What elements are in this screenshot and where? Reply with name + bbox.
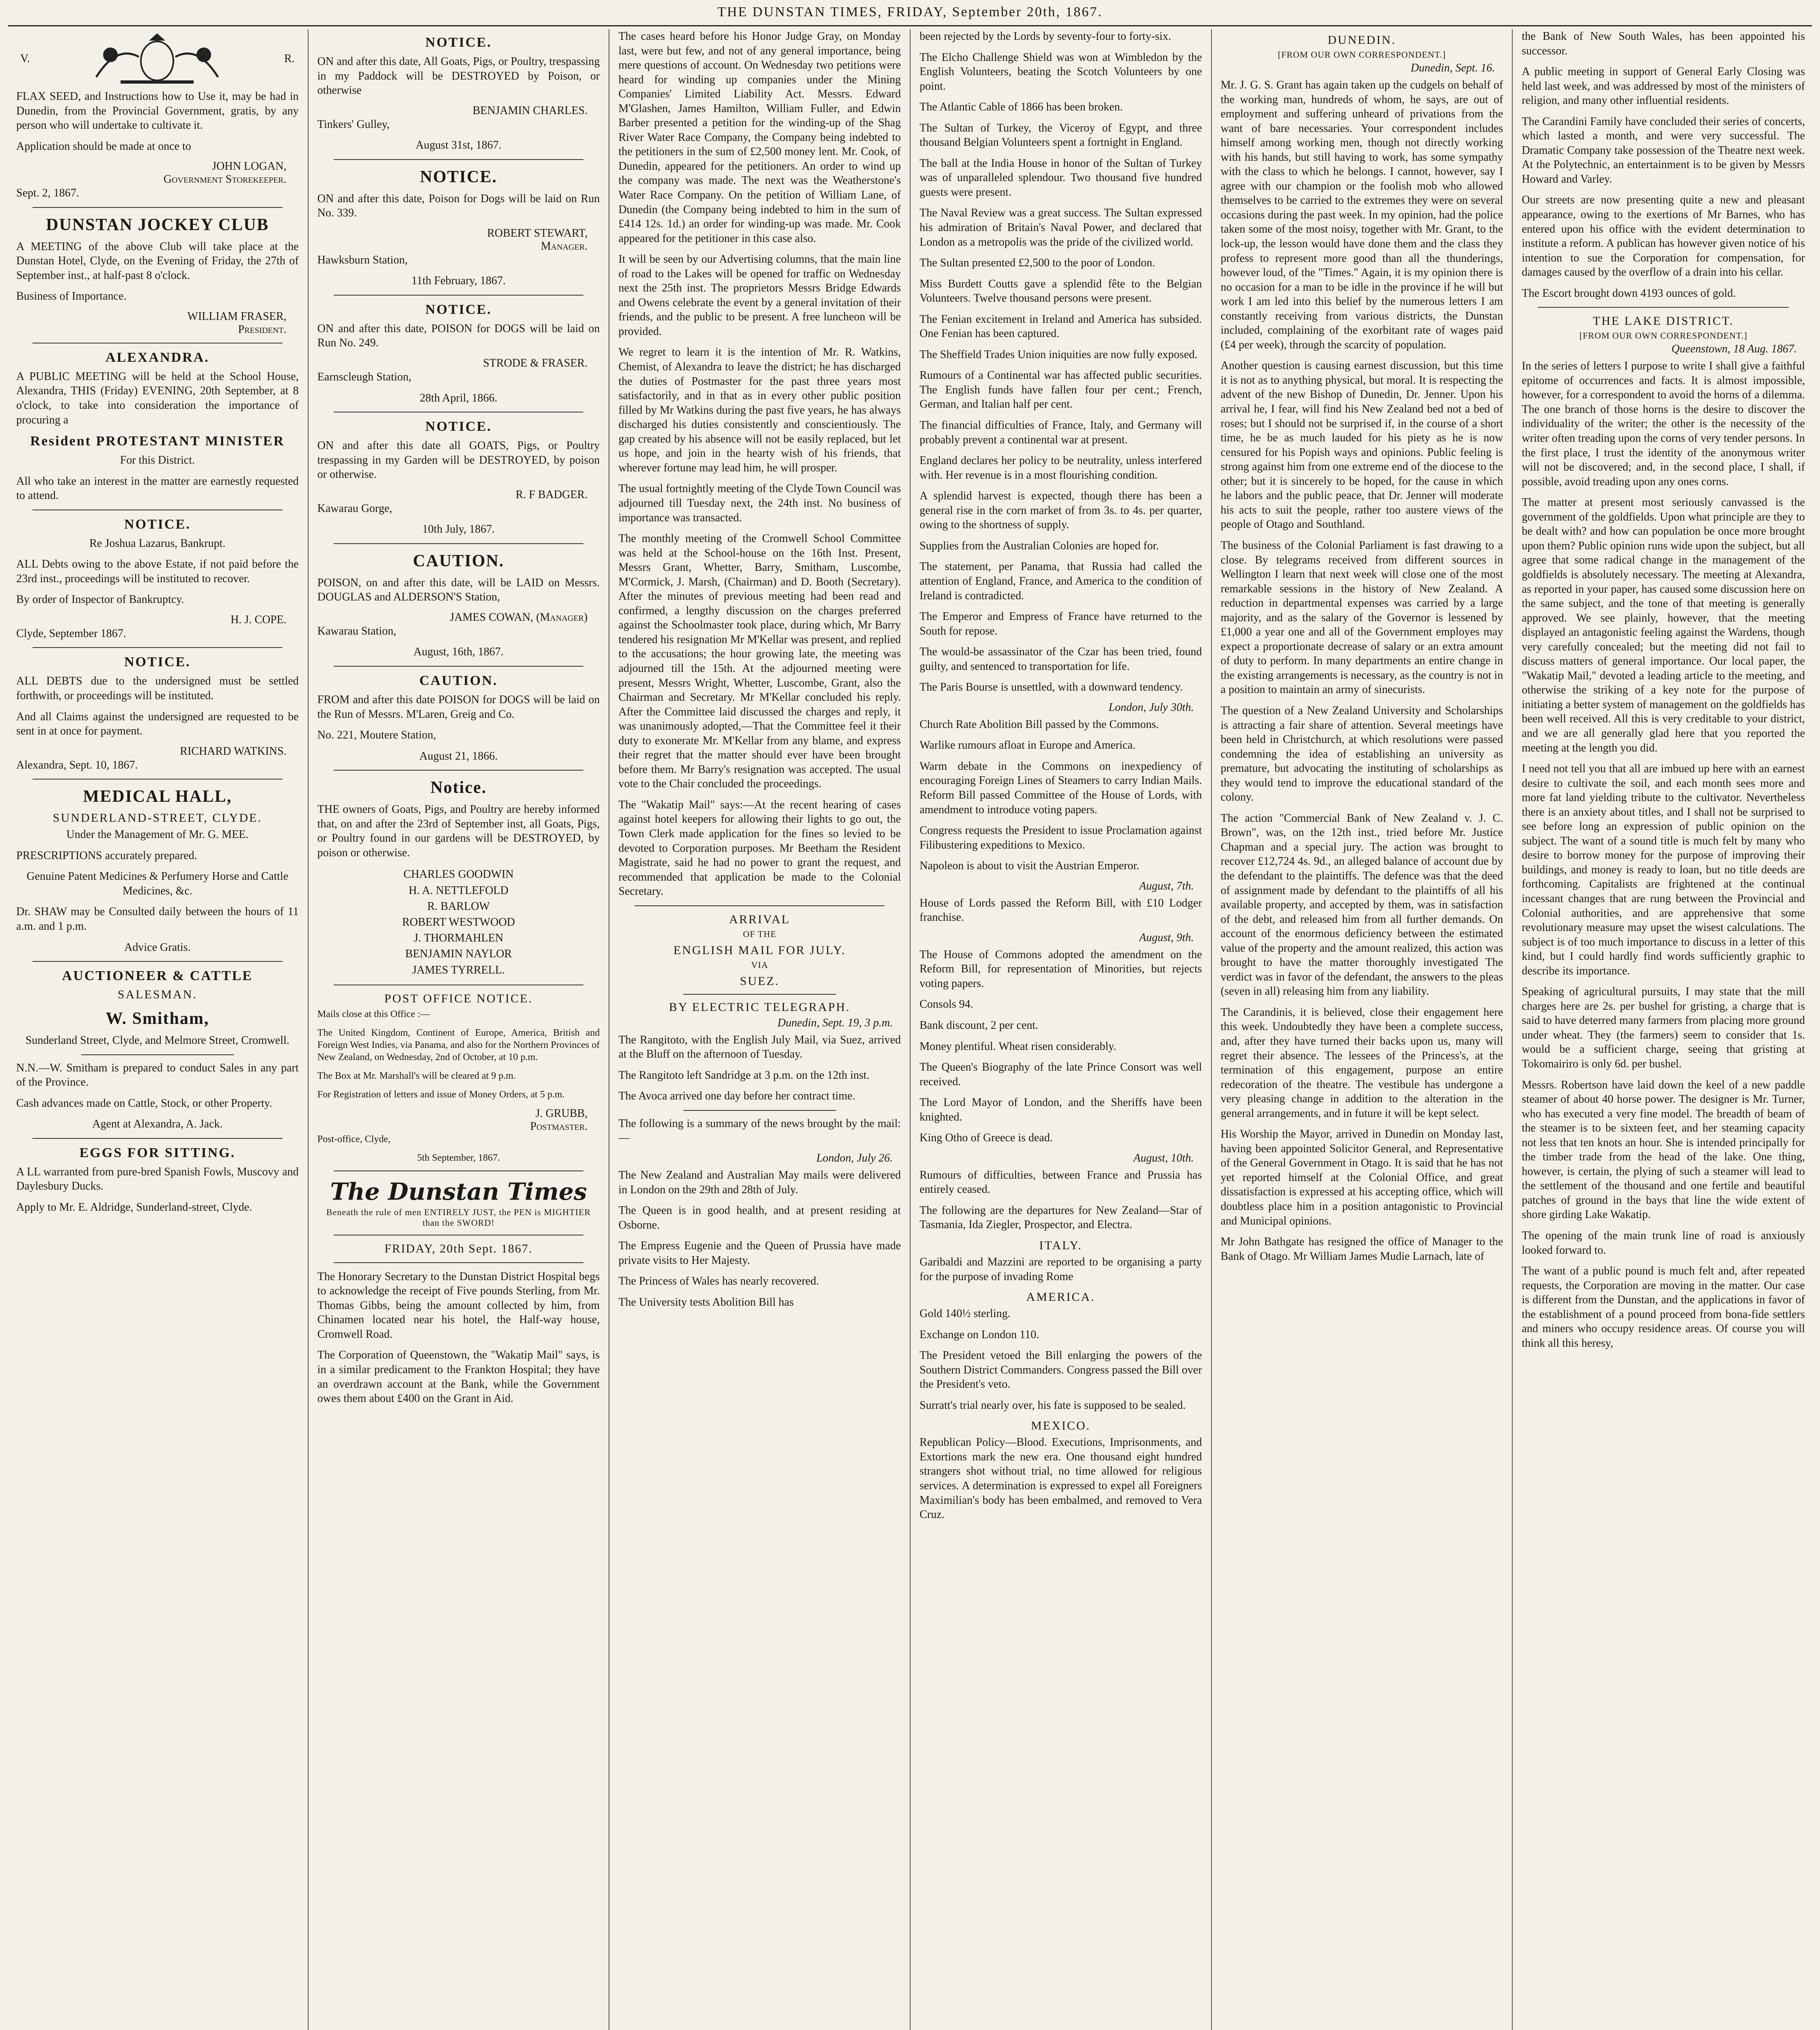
suez-heading: SUEZ. — [740, 974, 779, 988]
dateline: Dunedin, Sept. 19, 3 p.m. — [777, 1016, 893, 1029]
coat-of-arms-icon — [72, 32, 242, 85]
news-paragraph: The President vetoed the Bill enlarging the powers of the Southern District Commanders. Congress passed the Bill over the President's veto. — [920, 1349, 1202, 1391]
divider — [32, 779, 283, 780]
divider — [32, 207, 283, 208]
place-line: Hawksburn Station, — [317, 253, 408, 266]
notice-date: 28th April, 1866. — [419, 391, 498, 404]
news-paragraph: Miss Burdett Coutts gave a splendid fête to the Belgian Volunteers. Twelve thousand persons were present. — [920, 277, 1202, 305]
news-paragraph: I need not tell you that all are imbued up here with an earnest desire to cultivate the soil, and each month sees more and more fat land yielding tribute to the cultivator. Nevertheless there is an anxiety about titles, and I shall not be surprised to see before long an expression of public opinion on the subject. The want of a sound title is much felt by many who desire to borrow money for the purpose of improving their buildings, and money is ready to loan, but no title deeds are forthcoming. Capitalists are frightened at the continual incessant changes that are rung between the Provincial and Colonial authorities, and are apprehensive that some revolutionary measure may upset the wisest calculations. The subject is of too much importance to discuss in a letter of this kind, but I could hardly find words sufficiently graphic to describe its importance. — [1522, 762, 1805, 977]
order-line: By order of Inspector of Bankruptcy. — [16, 593, 184, 606]
application-note: Application should be made at once to — [16, 140, 191, 153]
issue-date: FRIDAY, 20th Sept. 1867. — [384, 1242, 533, 1255]
via-line: VIA — [751, 959, 769, 970]
correspondent-line: [FROM OUR OWN CORRESPONDENT.] — [1278, 50, 1446, 60]
salesman-heading: SALESMAN. — [117, 988, 197, 1002]
poison-notice: FROM and after this date POISON for DOGS will be laid on the Run of Messrs. M'Laren, Greig and Co. — [317, 693, 600, 721]
divider — [683, 994, 836, 995]
news-paragraph: The Sultan of Turkey, the Viceroy of Egypt, and three thousand Belgian Volunteers spent a fortnight in England. — [920, 121, 1202, 149]
alexandra-heading: ALEXANDRA. — [105, 350, 209, 365]
news-paragraph: The Naval Review was a great success. The Sultan expressed his admiration of Britain's Naval Power, and declared that London as a metropolis was the pride of the civilized world. — [920, 207, 1202, 248]
news-paragraph: The Carandinis, it is believed, close their engagement here this week. Undoubtedly they have been a complete success, and, after they have turned their backs upon us, many will regret their absence. The lessees of the Princess's, at the termination of this engagement, purpose an entire redecoration of the theatre. The vestibule has undergone a very pleasing change in addition to the alteration in the general arrangements, and in future it will be kept select. — [1220, 1006, 1503, 1120]
signature-title: Manager. — [541, 240, 588, 253]
news-paragraph: We regret to learn it is the intention of Mr. R. Watkins, Chemist, of Alexandra to leave the district; he has discharged the duties of Postmaster for the past three years most satisfactorily, and in that as in every other public position filled by Mr Watkins during the past five years, he has always discharged his duties consistently and conscientiously. The gap created by his absence will not be easily replaced, but let us hope, and join in the hearty wish of his friends, that wherever fortune may lead him, he will prosper. — [618, 346, 901, 474]
minister-heading: Resident PROTESTANT MINISTER — [30, 434, 285, 449]
news-paragraph: Church Rate Abolition Bill passed by the Commons. — [920, 718, 1159, 731]
divider — [334, 770, 584, 771]
news-paragraph: The Queen is in good health, and at present residing at Osborne. — [618, 1204, 901, 1231]
dateline: August, 7th. — [1139, 879, 1194, 892]
eggs-heading: EGGS FOR SITTING. — [79, 1145, 236, 1160]
signature-title: Government Storekeeper. — [163, 173, 287, 186]
signature-logan: JOHN LOGAN, — [212, 160, 287, 173]
divider — [1538, 307, 1789, 308]
news-paragraph: Rumours of difficulties, between France and Prussia has entirely ceased. — [920, 1168, 1202, 1196]
signature-charles: BENJAMIN CHARLES. — [473, 104, 588, 117]
america-heading: AMERICA. — [1026, 1290, 1095, 1304]
notice-heading: NOTICE. — [124, 654, 191, 670]
news-paragraph: The Princess of Wales has nearly recovered. — [618, 1275, 819, 1288]
signatories-list — [317, 866, 600, 978]
poison-notice: POISON, on and after this date, will be LAID on Messrs. DOUGLAS and ALDERSON'S Station, — [317, 576, 600, 604]
prescriptions-line: PRESCRIPTIONS accurately prepared. — [16, 849, 197, 862]
italy-heading: ITALY. — [1039, 1239, 1082, 1252]
signature-badger: R. F BADGER. — [515, 488, 588, 501]
place-line: Tinkers' Gulley, — [317, 118, 390, 131]
attend-request: All who take an interest in the matter are earnestly requested to attend. — [16, 475, 299, 502]
signature-title: Postmaster. — [530, 1120, 588, 1133]
news-paragraph: The would-be assassinator of the Czar has been tried, found guilty, and sentenced to transportation for life. — [920, 646, 1202, 673]
news-paragraph: The Emperor and Empress of France have returned to the South for repose. — [920, 610, 1202, 637]
debts-notice: ALL Debts owing to the above Estate, if not paid before the 23rd inst., proceedings will be instituted to recover. — [16, 558, 299, 585]
poison-dogs-notice: ON and after this date, Poison for Dogs will be laid on Run No. 339. — [317, 192, 600, 220]
notice-date: 10th July, 1867. — [422, 523, 495, 536]
news-paragraph: Napoleon is about to visit the Austrian Emperor. — [920, 860, 1140, 872]
cash-advances-line: Cash advances made on Cattle, Stock, or other Property. — [16, 1097, 272, 1110]
news-paragraph: Exchange on London 110. — [920, 1328, 1039, 1341]
column-1 — [7, 29, 309, 2030]
dateline: London, July 26. — [816, 1152, 893, 1164]
lake-district-heading: THE LAKE DISTRICT. — [1593, 314, 1734, 328]
signature-fraser: WILLIAM FRASER, — [187, 310, 287, 323]
notice-date: Sept. 2, 1867. — [16, 187, 79, 200]
notice-heading: Notice. — [430, 778, 487, 797]
news-paragraph: The Empress Eugenie and the Queen of Prussia have made private visits to Her Majesty. — [618, 1240, 901, 1267]
signature-strode: STRODE & FRASER. — [483, 357, 588, 370]
notice-date: August 31st, 1867. — [415, 139, 502, 152]
place-line: Earnscleugh Station, — [317, 371, 412, 384]
news-paragraph: Speaking of agricultural pursuits, I may state that the mill charges here are 2s. per bushel for gristing, a charge that is said to have deterred many farmers from placing more ground under wheat. They (the farmers) seem to consider that 1s. would be a sufficient charge, seeing that gristing at Tokomairiro is only 6d. per bushel. — [1522, 985, 1805, 1070]
business-note: Business of Importance. — [16, 290, 127, 303]
news-paragraph: Supplies from the Australian Colonies are hoped for. — [920, 539, 1159, 552]
divider — [32, 1138, 283, 1139]
notice-heading: NOTICE. — [425, 302, 492, 317]
news-paragraph: The business of the Colonial Parliament is fast drawing to a close. By telegrams received from different sources in Wellington I learn that next week will close one of the most remarkable sessions in the history of New Zealand. A reduction in departmental expenses was carried by a large majority, and as the salary of the Governor is lessened by £1,000 a year one and all of the Government employes may expect a proportionate decrease of salary or an extra amount of duty to perform. In many departments an entire change in the existing arrangements is necessary, as the country is not in a position to maintain an army of sinecurists. — [1220, 539, 1503, 696]
news-paragraph: Warm debate in the Commons on inexpediency of encouraging Foreign Lines of Steamers to carry Indian Mails. Reform Bill passed Committee of the House of Lords, with amendment to introduce voting papers. — [920, 760, 1202, 816]
place-line: No. 221, Moutere Station, — [317, 729, 436, 742]
divider — [32, 647, 283, 648]
news-paragraph: His Worship the Mayor, arrived in Dunedin on Monday last, having been appointed Solicitor General, and Representative of the General Government in Otago. It is said that he has not yet reported himself at the Colonial Office, and great dissatisfaction is expressed at his accepting office, which will doubtless place him in a position antagonistic to Provincial and Municipal opinions. — [1220, 1128, 1503, 1227]
news-paragraph: It will be seen by our Advertising columns, that the main line of road to the Lakes will be opened for traffic on Wednesday next the 25th inst. The proprietors Messrs Bridge Edwards and Owens celebrate the event by a general invitation of their friends, and the public to be present. A free luncheon will be provided. — [618, 253, 901, 338]
news-paragraph: Bank discount, 2 per cent. — [920, 1019, 1038, 1032]
signatory-name: ROBERT WESTWOOD — [402, 916, 515, 929]
claims-notice: And all Claims against the undersigned are requested to be sent in at once for payment. — [16, 710, 299, 738]
divider — [334, 295, 584, 296]
management-line: Under the Management of Mr. G. MEE. — [66, 828, 249, 841]
news-paragraph: House of Lords passed the Reform Bill, with £10 Lodger franchise. — [920, 896, 1202, 924]
news-paragraph: Money plentiful. Wheat risen considerably. — [920, 1040, 1116, 1053]
signatory-name: H. A. NETTLEFOLD — [408, 884, 509, 897]
medicines-line: Genuine Patent Medicines & Perfumery Horse and Cattle Medicines, &c. — [26, 870, 289, 897]
column-4 — [911, 29, 1212, 2030]
news-paragraph: Surratt's trial nearly over, his fate is supposed to be sealed. — [920, 1399, 1186, 1412]
divider — [334, 159, 584, 160]
dateline: Queenstown, 18 Aug. 1867. — [1671, 343, 1797, 356]
divider — [334, 666, 584, 667]
smitham-heading: W. Smitham, — [106, 1009, 209, 1028]
signature-title: President. — [238, 323, 287, 336]
advice-line: Advice Gratis. — [124, 941, 191, 954]
telegraph-heading: BY ELECTRIC TELEGRAPH. — [669, 1000, 851, 1014]
notice-heading: NOTICE. — [420, 167, 497, 186]
news-paragraph: The want of a public pound is much felt and, after repeated requests, the Corporation are moving in the matter. Our case is different from the Dunstan, and the applications in favor of the establishment of a pound proceed from bona-fide settlers and miners who occupy residence areas. Of course you will think all this heresy, — [1522, 1265, 1805, 1350]
column-3 — [609, 29, 911, 2030]
mails-detail: The United Kingdom, Continent of Europe, America, British and Foreign West Indies, via Panama, and also for the Northern Provinces of New Zealand, on Wednesday, 2nd of October, at 10 p.m. — [317, 1027, 600, 1063]
news-paragraph: The Lord Mayor of London, and the Sheriffs have been knighted. — [920, 1096, 1202, 1123]
caution-heading: CAUTION. — [413, 551, 504, 570]
newspaper-motto: Beneath the rule of men ENTIRELY JUST, the PEN is MIGHTIER than the SWORD! — [326, 1207, 591, 1228]
news-paragraph: A public meeting in support of General Early Closing was held last week, and was addressed by most of the ministers of religion, and many other influential residents. — [1522, 65, 1805, 107]
public-meeting-notice: A PUBLIC MEETING will be held at the School House, Alexandra, THIS (Friday) EVENING, 20th September, at 8 o'clock, to take into consideration the importance of procuring a — [16, 370, 299, 426]
box-cleared-line: The Box at Mr. Marshall's will be cleared at 9 p.m. — [317, 1070, 516, 1081]
divider — [81, 1054, 234, 1055]
signature-watkins: RICHARD WATKINS. — [180, 745, 287, 758]
news-paragraph: The Paris Bourse is unsettled, with a downward tendency. — [920, 681, 1183, 694]
divider — [334, 543, 584, 544]
news-paragraph: Congress requests the President to issue Proclamation against Filibustering expeditions to Mexico. — [920, 824, 1202, 851]
auctioneer-heading: AUCTIONEER & CATTLE — [62, 968, 253, 984]
signature-grubb: J. GRUBB, — [535, 1107, 588, 1120]
notice-date: August 21, 1866. — [419, 749, 498, 762]
news-paragraph: The Queen's Biography of the late Prince Consort was well received. — [920, 1061, 1202, 1088]
registration-line: For Registration of letters and issue of Money Orders, at 5 p.m. — [317, 1089, 565, 1100]
news-paragraph: Rumours of a Continental war has affected public securities. The English funds have fallen four per cent.; French, German, and Italian half per cent. — [920, 369, 1202, 411]
news-paragraph: The Rangitoto left Sandridge at 3 p.m. on the 12th inst. — [618, 1069, 870, 1082]
corporation-paragraph: The Corporation of Queenstown, the "Wakatip Mail" says, is in a similar predicament to the Frankton Hospital; they have an overdrawn account at the Bank, while the Government owes them about £400 on the Grant in Aid. — [317, 1349, 600, 1405]
signatory-name: JAMES TYRRELL. — [412, 963, 505, 976]
news-paragraph: The following is a summary of the news brought by the mail:— — [618, 1117, 901, 1145]
top-rule — [8, 25, 1812, 26]
news-paragraph: The Sheffield Trades Union iniquities are now fully exposed. — [920, 348, 1198, 361]
news-paragraph: The Escort brought down 4193 ounces of gold. — [1522, 287, 1736, 300]
medical-hall-heading: MEDICAL HALL, — [83, 787, 232, 806]
news-paragraph: The Fenian excitement in Ireland and America has subsided. One Fenian has been captured. — [920, 313, 1202, 340]
arms-letter-left: V. — [20, 52, 30, 65]
notice-heading: NOTICE. — [124, 516, 191, 532]
news-paragraph: The following are the departures for New Zealand—Star of Tasmania, Ida Ziegler, Prospector, and Electra. — [920, 1204, 1202, 1231]
news-paragraph: The matter at present most seriously canvassed is the government of the goldfields. Upon what principle are they to be dealt with? and how can population be once more brought upon them? Public opinion runs wide upon the subject, but all agree that some radical change in the management of the goldfields is absolutely necessary. The meeting at Alexandra, as reported in your paper, has caused some discussion here on the same subject, and the tone of that meeting is generally approved. We see plainly, however, that the meeting displayed an antagonistic feeling against the Wardens, though very carefully concealed; but the meeting did not fail to discuss matters of general importance. Our local paper, the "Wakatip Mail," devoted a leading article to the meeting, and otherwise the striking of a key note for the purpose of initiating a better system of management on the goldfields has been well received. All this is very creditable to your district, and we are all generally glad here that you reported the meeting at the length you did. — [1522, 496, 1805, 754]
consultation-line: Dr. SHAW may be Consulted daily between the hours of 11 a.m. and 1 p.m. — [16, 905, 299, 933]
news-paragraph: Gold 140½ sterling. — [920, 1307, 1010, 1320]
arrival-heading: ARRIVAL — [729, 912, 790, 926]
news-paragraph: The question of a New Zealand University and Scholarships is attracting a fair share of attention. Several meetings have been held in Christchurch, at which resolutions were passed condemning the idea of establishing an university as premature, but advocating the instituting of scholarships as they would tend to improve the educational standard of the colony. — [1220, 704, 1503, 804]
signatory-name: CHARLES GOODWIN — [403, 868, 514, 881]
goats-notice: ON and after this date, All Goats, Pigs, or Poultry, trespassing in my Paddock will be DESTROYED by Poison, or otherwise — [317, 55, 600, 97]
news-paragraph: Another question is causing earnest discussion, but this time it is not as to anything physical, but moral. It is respecting the advent of the new Bishop of Dunedin, Dr. Jenner. Upon his arrival he, I fear, will find his New Zealand bed not a bed of roses; but I should not be surprised if, in the course of a short time, he be as much lauded for his piety as he is now censured for his Popish ways and opinions. Public feeling is strong against him from one extreme end of the diocese to the other; but it is sincerely to be hoped, for the cause in which he labors and the public peace, that Dr. Jenner will moderate his acts to suit the people, rather too austere views of the people of Otago and Southland. — [1220, 359, 1503, 531]
arrival-heading-of: OF THE — [743, 929, 777, 939]
news-paragraph: The "Wakatip Mail" says:—At the recent hearing of cases against hotel keepers for allowing their lights to go out, the Town Clerk made application for the fines so levied to be devoted to Corporation purposes. Mr Beetham the Resident Magistrate, said he had no power to grant the request, and recommended that application be made to the Colonial Secretary. — [618, 798, 901, 898]
news-paragraph: King Otho of Greece is dead. — [920, 1132, 1053, 1145]
news-paragraph: Consols 94. — [920, 998, 974, 1011]
news-paragraph: The Carandini Family have concluded their series of concerts, which lasted a month, and were very successful. The Dramatic Company take possession of the Theatre next week. At the Polytechnic, an entertainment is to be given by Messrs Howard and Varley. — [1522, 115, 1805, 186]
signature-cowan: JAMES COWAN, (Manager) — [450, 611, 588, 624]
flax-seed-notice: FLAX SEED, and Instructions how to Use it, may be had in Dunedin, from the Provincial Government, gratis, by any person who will undertake to cultivate it. — [16, 90, 299, 132]
caution-heading: CAUTION. — [419, 673, 498, 689]
place-line: Post-office, Clyde, — [317, 1134, 391, 1145]
news-paragraph: In the series of letters I purpose to write I shall give a faithful epitome of occurrences and facts. It is almost impossible, however, for a correspondent to avoid the horns of a dilemma. The one branch of those horns is the desire to discover the individuality of the writer; the other is the necessity of the writer often treading upon the corns of very tender persons. In the first place, I trust the identity of the anonymous writer will not be discovered; and, in the second place, I shall, if possible, avoid treading upon any ones corns. — [1522, 360, 1805, 488]
news-paragraph: The University tests Abolition Bill has — [618, 1296, 794, 1309]
news-paragraph: Garibaldi and Mazzini are reported to be organising a party for the purpose of invading Rome — [920, 1256, 1202, 1283]
sales-line: N.N.—W. Smitham is prepared to conduct Sales in any part of the Province. — [16, 1061, 299, 1089]
news-paragraph: Mr John Bathgate has resigned the office of Manager to the Bank of Otago. Mr William James Mudie Larnach, late of — [1220, 1235, 1503, 1263]
jockey-club-heading: DUNSTAN JOCKEY CLUB — [46, 215, 269, 234]
column-6 — [1513, 29, 1814, 2030]
signatory-name: R. BARLOW — [427, 900, 490, 913]
correspondent-line: [FROM OUR OWN CORRESPONDENT.] — [1579, 330, 1747, 341]
column-2 — [309, 29, 610, 2030]
divider — [334, 1262, 584, 1263]
news-paragraph: The Avoca arrived one day before her contract time. — [618, 1090, 855, 1103]
news-paragraph: Mr. J. G. S. Grant has again taken up the cudgels on behalf of the working man, hundreds of whom, he says, are out of employment and suffering unheard of privations from the want of bare necessaries. Your correspondent includes himself among working men, though not directly working with his hands, but still having to work, has some sympathy with the class to which he belongs. I cannot, however, say I agree with our champion or the foolish mob who allowed themselves to be carried to the extremes they were on several occasions during the past week. In my opinion, had the police taken some of the most noisy, together with Mr. Grant, to the lock-up, the lesson would have done them and the class they profess to represent more good than all the thunderings, however loud, of the "Times." Again, it is my opinion there is no occasion for a man to be idle in the province if he will but work I am led into this belief by the numerous letters I am constantly receiving from various districts, the Dunstan included, complaining of the exorbitant rate of wages paid (£4 per week), through the scarcity of population. — [1220, 79, 1503, 351]
mexico-heading: MEXICO. — [1031, 1419, 1091, 1433]
news-paragraph: The Rangitoto, with the English July Mail, via Suez, arrived at the Bluff on the afternoon of Tuesday. — [618, 1033, 901, 1061]
smitham-address: Sunderland Street, Clyde, and Melmore Street, Cromwell. — [25, 1034, 289, 1047]
dateline: August, 9th. — [1139, 931, 1194, 944]
notice-date: August, 16th, 1867. — [413, 646, 504, 659]
divider — [334, 1170, 584, 1171]
news-paragraph: Our streets are now presenting quite a new and pleasant appearance, owing to the exertions of Mr Barnes, who has entered upon his office with the evident determination to institute a reform. A publican has however given notice of his intention to sue the Corporation for compensation, for damages caused by the overflow of a drain into his cellar. — [1522, 194, 1805, 279]
dunedin-heading: DUNEDIN. — [1328, 33, 1396, 47]
news-paragraph: Messrs. Robertson have laid down the keel of a new paddle steamer of about 40 horse power. The designer is Mr. Turner, who has executed a very fine model. The breadth of beam of the steamer is to be sixteen feet, and her steaming capacity not less that ten knots an hour. She is intended principally for the timber trade from the head of the lake. One thing, however, is certain, the plying of such a steamer will lead to the settlement of the thousand and one fertile and beautiful patches of ground in the bays that line the wide extent of shore girding Lake Wakatip. — [1522, 1078, 1805, 1221]
arms-letter-right: R. — [284, 52, 295, 65]
news-paragraph: Warlike rumours afloat in Europe and America. — [920, 739, 1136, 752]
debts-due-notice: ALL DEBTS due to the undersigned must be settled forthwith, or proceedings will be instituted. — [16, 675, 299, 702]
signatory-name: BENJAMIN NAYLOR — [405, 948, 512, 961]
jockey-club-notice: A MEETING of the above Club will take place at the Dunstan Hotel, Clyde, on the Evening of Friday, the 27th of September inst., at half-past 8 o'clock. — [16, 240, 299, 282]
dateline: London, July 30th. — [1108, 701, 1194, 714]
news-paragraph: The House of Commons adopted the amendment on the Reform Bill, for representation of Minorities, but rejects voting papers. — [920, 948, 1202, 990]
notice-date: Alexandra, Sept. 10, 1867. — [16, 758, 138, 771]
notice-date: 11th February, 1867. — [411, 274, 506, 287]
agent-line: Agent at Alexandra, A. Jack. — [92, 1118, 223, 1131]
news-paragraph: A splendid harvest is expected, though there has been a general rise in the corn market of from 3s. to 4s. per quarter, owing to the shortness of supply. — [920, 490, 1202, 531]
royal-arms — [20, 32, 295, 85]
place-line: Kawarau Gorge, — [317, 502, 393, 515]
news-paragraph: Republican Policy—Blood. Executions, Imprisonments, and Extortions mark the new era. One thousand eight hundred strangers shot without trial, no time allowed for religious services. A determination is expressed to expel all Foreigners Maximilian's body has been embalmed, and removed to Vera Cruz. — [920, 1436, 1202, 1521]
dateline: Dunedin, Sept. 16. — [1410, 62, 1495, 74]
notice-date: Clyde, September 1867. — [16, 627, 126, 640]
news-paragraph: The usual fortnightly meeting of the Clyde Town Council was adjourned till Tuesday next, the 24th inst. No business of importance was transacted. — [618, 482, 901, 524]
divider — [32, 961, 283, 962]
news-paragraph: The Elcho Challenge Shield was won at Wimbledon by the English Volunteers, beating the Scotch Volunteers by one point. — [920, 51, 1202, 93]
news-paragraph: been rejected by the Lords by seventy-four to forty-six. — [920, 30, 1171, 43]
news-paragraph: The action "Commercial Bank of New Zealand v. J. C. Brown", was, on the 12th inst., tried before Mr. Justice Chapman and a special jury. The action was brought to recover £12,724 4s. 9d., an alleged balance of account due by the defendant to the plaintiffs. The defence was that the deed of assignment made by defendant to the plaintiffs of all his available property, and accepted by them, was in satisfaction of the debt, and released him from all further demands. On account of the enormous deficiency between the estimated value of the property and the amount realized, this action was brought to have the matter thoroughly investigated The verdict was in favor of the defendant, the answers to the pleas (seven in all) releasing him from any liability. — [1220, 812, 1503, 998]
news-paragraph: The financial difficulties of France, Italy, and Germany will probably prevent a continental war at present. — [920, 419, 1202, 446]
goats-notice: ON and after this date all GOATS, Pigs, or Poultry trespassing in my Garden will be DESTROYED, by poison or otherwise. — [317, 439, 600, 481]
owners-notice: THE owners of Goats, Pigs, and Poultry are hereby informed that, on and after the 23rd of September inst, all Goats, Pigs, or Poultry found in our gardens will be DESTROYED, by poison or otherwise. — [317, 803, 600, 859]
divider — [635, 905, 885, 906]
post-office-heading: POST OFFICE NOTICE. — [384, 991, 533, 1005]
news-paragraph: The Atlantic Cable of 1866 has been broken. — [920, 101, 1123, 114]
news-paragraph: The statement, per Panama, that Russia had called the attention of England, France, and America to the condition of Ireland is contradicted. — [920, 560, 1202, 602]
news-paragraph: England declares her policy to be neutrality, unless interfered with. Her revenue is in a most flourishing condition. — [920, 454, 1202, 482]
signature-cope: H. J. COPE. — [230, 613, 287, 626]
newspaper-nameplate: The Dunstan Times — [330, 1177, 587, 1205]
notice-date: 5th September, 1867. — [417, 1152, 500, 1163]
news-paragraph: the Bank of New South Wales, has been appointed his successor. — [1522, 30, 1805, 57]
running-head: THE DUNSTAN TIMES, FRIDAY, September 20th, 1867. — [717, 4, 1103, 19]
hospital-paragraph: The Honorary Secretary to the Dunstan District Hospital begs to acknowledge the receipt of Five pounds Sterling, from Mr. Thomas Gibbs, being the amount collected by him, from Chinamen located near his hotel, the Half-way house, Cromwell Road. — [317, 1270, 600, 1341]
medical-hall-address: SUNDERLAND-STREET, CLYDE. — [53, 811, 262, 825]
signature-stewart: ROBERT STEWART, — [487, 227, 588, 240]
notice-heading: NOTICE. — [425, 35, 492, 50]
dateline: August, 10th. — [1133, 1151, 1194, 1164]
news-paragraph: The opening of the main trunk line of road is anxiously looked forward to. — [1522, 1229, 1805, 1257]
place-line: Kawarau Station, — [317, 624, 397, 637]
signatory-name: J. THORMAHLEN — [414, 932, 503, 945]
mail-heading: ENGLISH MAIL FOR JULY. — [673, 943, 846, 957]
column-5 — [1212, 29, 1513, 2030]
mails-close-line: Mails close at this Office :— — [317, 1009, 430, 1019]
columns — [7, 29, 1814, 2030]
news-paragraph: The New Zealand and Australian May mails were delivered in London on the 29th and 28th of July. — [618, 1169, 901, 1196]
news-paragraph: The monthly meeting of the Cromwell School Committee was held at the School-house on the 16th Inst. Present, Messrs Grant, Whetter, Barry, Smitham, Luscombe, M'Cormick, J. Marsh, (Chairman) and D. Booth (Secretary). After the minutes of previous meeting had been read and confirmed, a lengthy discussion on the charges preferred against the Schoolmaster took place, during which, Mr Barry tendered his resignation Mr M'Kellar was present, and replied to the accusations; the hour growing late, the meeting was adjourned till the 15th. At the adjourned meeting were present, Messrs Wright, Whetter, Luscombe, Grant, also the Chairman and Secretary. Mr M'Kellar concluded his reply. After the Committee laid discussed the charges and reply, it was unanimously adopted,—That the Committee feel it their duty to exonerate Mr. M'Kellar from any blame, and express their regret that the matter should ever have been brought before them. Mr Barry's resignation was accepted. The usual vote to the Chair concluded the proceedings. — [618, 532, 901, 790]
news-paragraph: The cases heard before his Honor Judge Gray, on Monday last, were but few, and not of any general importance, being mere questions of account. On Wednesday two petitions were heard for winding up companies under the Mining Companies' Limited Liability Act. Messrs. Edward M'Glashen, James Hamilton, William Fuller, and Edwin Barber presented a petition for the winding-up of the Shag River Water Race Company, the Company being indebted to the petitioners in the sum of £2,500 money lent. Mr. Cook, of Dunedin, appeared for the petitioners. An order to wind up the company was made. The next was the Weatherstone's Water Race Company. On the petition of William Lane, of Dunedin (the Company being indebted to him in the sum of £414 12s. 1d.) an order for winding-up was made. Mr. Cook appeared for the petitioner in this case also. — [618, 30, 901, 245]
district-line: For this District. — [120, 454, 195, 467]
eggs-notice: A LL warranted from pure-bred Spanish Fowls, Muscovy and Daylesbury Ducks. — [16, 1165, 299, 1193]
news-paragraph: The ball at the India House in honor of the Sultan of Turkey was of unparalleled splendour. Two thousand five hundred guests were present. — [920, 157, 1202, 199]
divider — [683, 1110, 836, 1111]
notice-heading: NOTICE. — [425, 419, 492, 434]
news-paragraph: The Sultan presented £2,500 to the poor of London. — [920, 257, 1155, 270]
poison-dogs-notice: ON and after this date, POISON for DOGS will be laid on Run No. 249. — [317, 322, 600, 350]
eggs-apply: Apply to Mr. E. Aldridge, Sunderland-street, Clyde. — [16, 1201, 252, 1214]
bankrupt-line: Re Joshua Lazarus, Bankrupt. — [89, 537, 226, 550]
